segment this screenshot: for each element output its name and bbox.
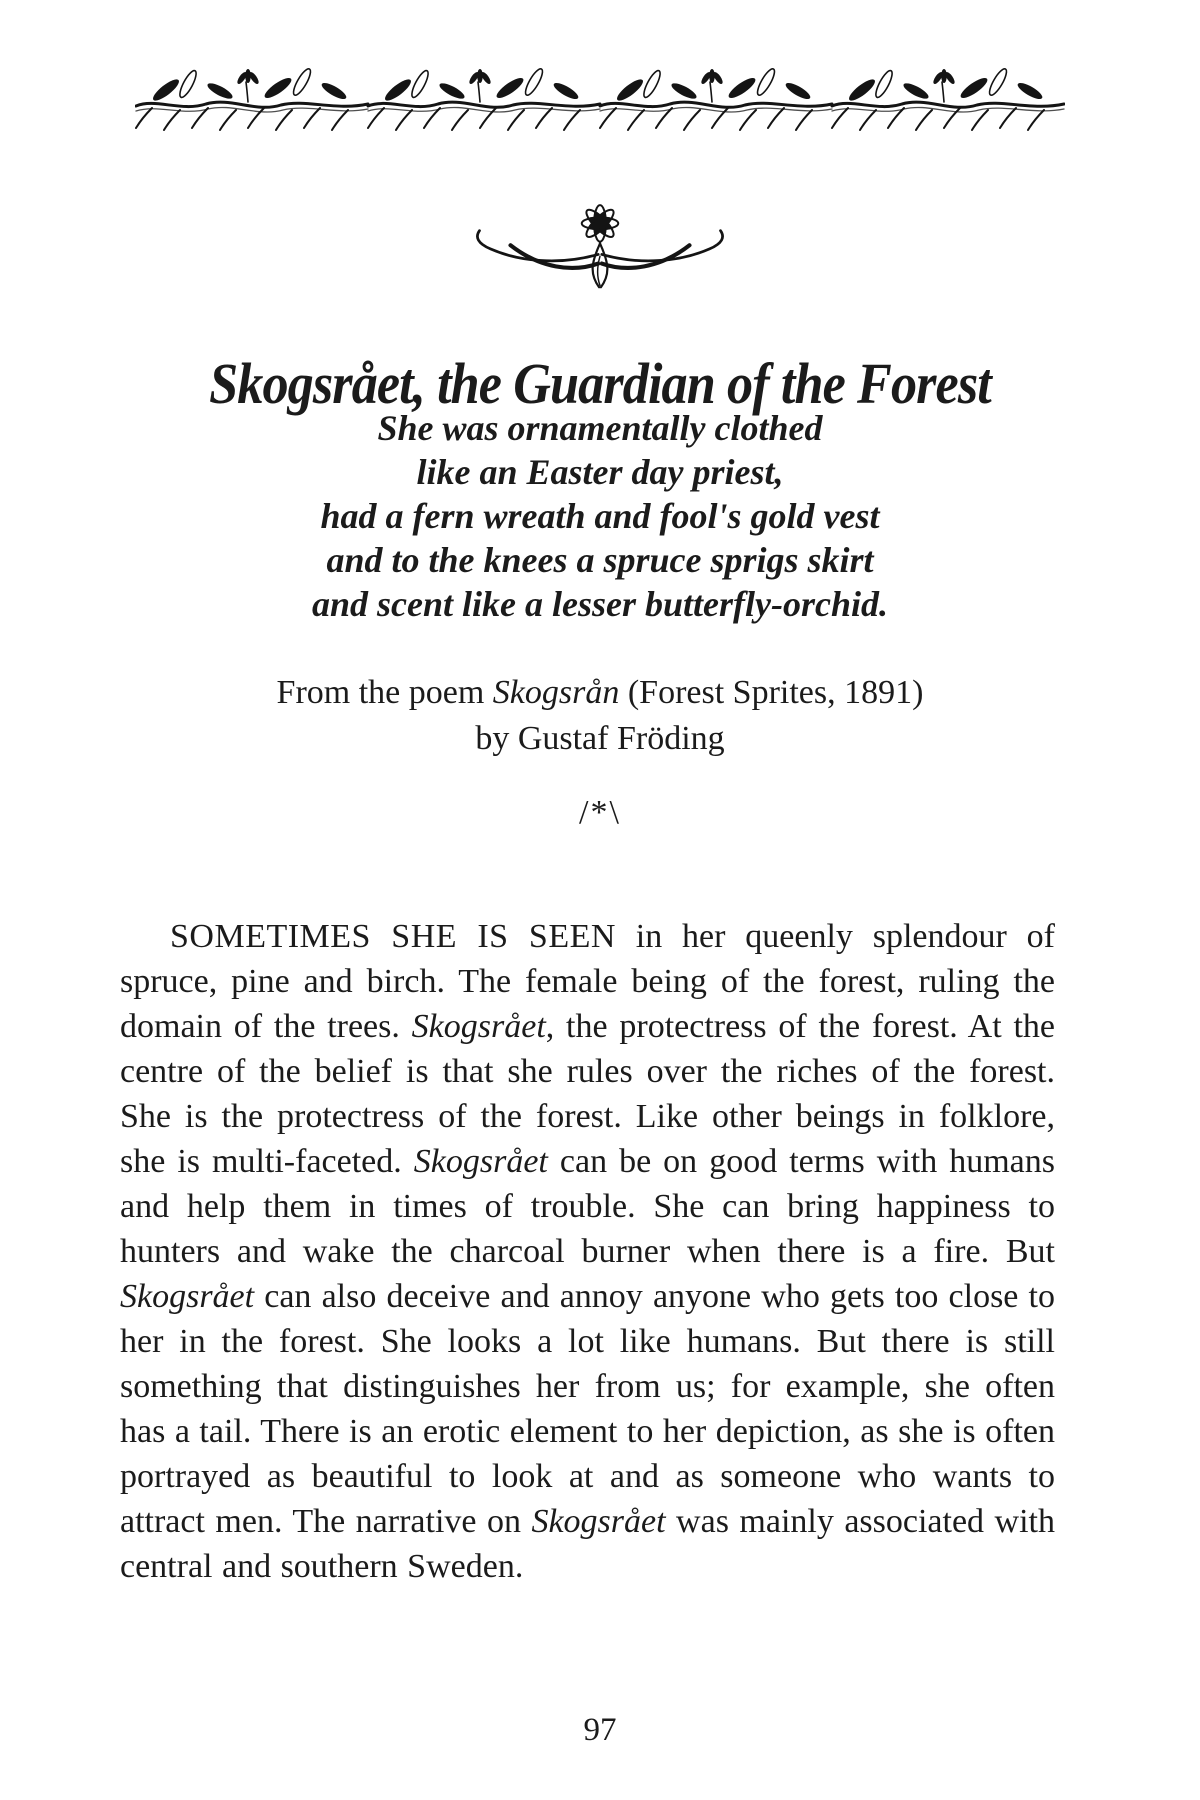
text-segment: SOMETIMES SHE IS SEEN: [170, 918, 616, 955]
attribution-line-2: by Gustaf Fröding: [475, 720, 725, 757]
poem-line: and scent like a lesser butterfly-orchid.: [312, 584, 888, 624]
attribution-line-1: [0, 670, 1200, 716]
italic-term: Skogsrån: [492, 674, 620, 711]
body-paragraph: [120, 914, 1055, 1589]
text-segment: was mainly associated with central and southern Sweden.: [120, 1503, 1055, 1585]
floral-vine-border-icon: [135, 66, 1065, 140]
chapter-title: Skogsrået, the Guardian of the Forest: [209, 350, 991, 416]
italic-term: Skogsrået: [531, 1503, 666, 1540]
text-segment: , the protectress of the forest. At the centre of the belief is that she rules over the riches of the forest. She is the protectress of the forest. Like other beings in folklore, she is multi-faceted.: [120, 1008, 1055, 1180]
text-segment: (Forest Sprites, 1891): [619, 674, 924, 711]
section-separator: /*\: [579, 794, 621, 831]
poem-epigraph: [0, 406, 1200, 626]
poem-attribution: [0, 670, 1200, 762]
poem-line: She was ornamentally clothed: [377, 408, 823, 448]
text-segment: can also deceive and annoy anyone who gets too close to her in the forest. She looks a lot like humans. But there is still something that distinguishes her from us; for example, she often has a tail. There is an erotic element to her depiction, as she is often portrayed as beautiful to look at and as someone who wants to attract men. The narrative on: [120, 1278, 1055, 1540]
text-segment: can be on good terms with humans and help them in times of trouble. She can bring happiness to hunters and wake the charcoal burner when there is a fire. But: [120, 1143, 1055, 1270]
poem-line: had a fern wreath and fool's gold vest: [320, 496, 880, 536]
text-segment: in her queenly splendour of spruce, pine and birch. The female being of the forest, ruling the domain of the trees.: [120, 918, 1055, 1045]
page-number: 97: [583, 1712, 617, 1748]
italic-term: Skogsrået: [120, 1278, 255, 1315]
flower-divider-icon: [450, 185, 750, 290]
text-segment: From the poem: [276, 674, 493, 711]
poem-line: like an Easter day priest,: [416, 452, 784, 492]
italic-term: Skogsrået: [411, 1008, 546, 1045]
poem-line: and to the knees a spruce sprigs skirt: [326, 540, 874, 580]
italic-term: Skogsrået: [413, 1143, 548, 1180]
